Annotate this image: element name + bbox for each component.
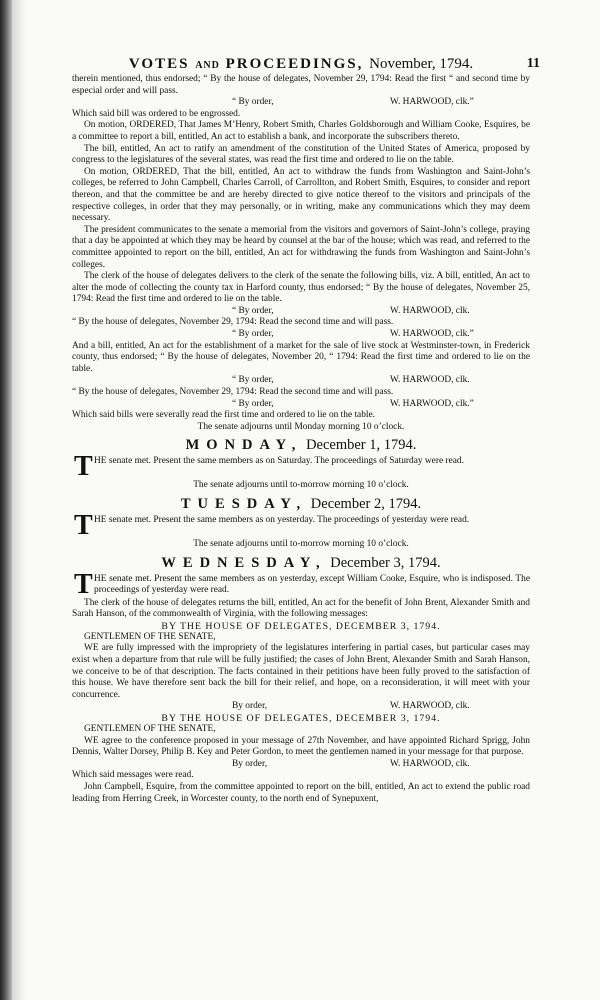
paragraph: WE agree to the conference proposed in your message of 27th November, and have appointed Richard Sprigg, John Dennis, Walter Dorsey, Philip B. Key and Peter Gordon, to meet the gentlemen named in your message for that purpose. — [72, 735, 530, 758]
paragraph: The clerk of the house of delegates returns the bill, entitled, An act for the benefit of John Brent, Alexander Smith and Sarah Hanson, of the commonwealth of Virginia, with the following messages: — [72, 597, 530, 620]
signature-line — [72, 399, 530, 411]
drop-cap: T — [74, 510, 93, 541]
dropcap-paragraph — [72, 510, 530, 541]
page-gutter — [12, 0, 26, 1000]
day-name: MONDAY, — [185, 437, 303, 454]
day-name: TUESDAY, — [180, 496, 308, 512]
by-order: “ By order, — [232, 305, 274, 316]
running-head-month: November, 1794. — [369, 56, 474, 72]
paragraph: WE are fully impressed with the impropriety of the legislatures interfering in partial cases, but particular cases may exist when a departure from that rule will be fully justified; the cases of John Brent, Alexander Smith and Sarah Hanson, we conceive to be of that description. The facts contained in their petitions have been fully proved to the satisfaction of this house. We have therefore sent back the bill for their relief, and hope, on a reconsideration, it will meet with your concurrence. — [72, 643, 530, 700]
adjournment: The senate adjourns until to-morrow morning 10 o’clock. — [193, 539, 409, 549]
by-order: By order, — [232, 758, 268, 769]
drop-cap: T — [74, 451, 93, 483]
adjournment: The senate adjourns until Monday morning 10 o’clock. — [197, 421, 405, 432]
clerk-signature: W. HARWOOD, clk.” — [390, 398, 474, 409]
signature-line — [72, 306, 530, 318]
clerk-signature: W. HARWOOD, clk. — [390, 701, 470, 712]
page-content — [72, 56, 540, 996]
dropcap-paragraph — [72, 451, 530, 483]
day-heading-tuesday — [72, 496, 530, 513]
signature-line — [72, 97, 530, 109]
paragraph: Which said messages were read. — [72, 770, 194, 781]
signature-line — [72, 701, 530, 713]
signature-line — [72, 375, 530, 387]
day-heading-monday — [72, 437, 530, 454]
adjournment: The senate adjourns until to-morrow morning 10 o’clock. — [193, 480, 409, 491]
day-date: December 3, 1794. — [330, 554, 441, 571]
running-head-title-1: VOTES — [128, 56, 190, 72]
paragraph: HE senate met. Present the same members as on yesterday, except William Cooke, Esquire, who is indisposed. The proceedings of yesterday were read. — [94, 573, 530, 596]
message-heading: BY THE HOUSE OF DELEGATES, DECEMBER 3, 1794. — [161, 712, 441, 724]
by-order: “ By order, — [232, 329, 274, 340]
clerk-signature: W. HARWOOD, clk.” — [390, 97, 474, 108]
day-date: December 2, 1794. — [310, 496, 422, 512]
drop-cap: T — [74, 568, 93, 600]
paragraph: The bill, entitled, An act to ratify an amendment of the constitution of the United States of America, proposed by congress to the legislatures of the several states, was read the first time and ordered to lie on the table. — [72, 143, 530, 166]
by-order: “ By order, — [232, 375, 274, 386]
clerk-signature: W. HARWOOD, clk. — [390, 375, 470, 386]
paragraph: “ By the house of delegates, November 29, 1794: Read the second time and will pass. — [72, 317, 394, 328]
clerk-signature: W. HARWOOD, clk. — [390, 305, 470, 316]
message-heading: BY THE HOUSE OF DELEGATES, DECEMBER 3, 1794. — [161, 620, 441, 632]
clerk-signature: W. HARWOOD, clk.” — [390, 329, 474, 340]
running-head — [72, 56, 540, 74]
day-heading-wednesday — [72, 555, 530, 572]
paragraph: “ By the house of delegates, November 29, 1794: Read the second time and will pass. — [72, 387, 394, 398]
paragraph: John Campbell, Esquire, from the committee appointed to report on the bill, entitled, An act to extend the public road leading from Herring Creek, in Worcester county, to the north end of Synepuxent, — [72, 781, 530, 804]
paragraph: HE senate met. Present the same members as on Saturday. The proceedings of Saturday were read. — [94, 456, 464, 467]
salutation: GENTLEMEN OF THE SENATE, — [84, 631, 216, 642]
paragraph: The president communicates to the senate a memorial from the visitors and governors of Saint-John’s college, praying that a day be appointed at which they may be heard by counsel at the bar of the house; which was read, and referred to the committee appointed to report on the bill, entitled, An act for withdrawing the funds from Washington and Saint-John’s colleges. — [72, 224, 530, 270]
page-number: 11 — [526, 56, 540, 71]
paragraph: Which said bill was ordered to be engrossed. — [72, 108, 241, 119]
signature-line — [72, 329, 530, 341]
by-order: “ By order, — [232, 97, 274, 108]
salutation: GENTLEMEN OF THE SENATE, — [84, 723, 216, 734]
by-order: By order, — [232, 701, 268, 712]
paragraph: HE senate met. Present the same members as on yesterday. The proceedings of yesterday were read. — [94, 515, 470, 525]
paragraph: therein mentioned, thus endorsed; “ By the house of delegates, November 29, 1794: Read the first “ and second time by especial order and will pass. — [72, 74, 530, 96]
book-spine-shadow — [0, 0, 12, 1000]
signature-line — [72, 759, 530, 771]
running-head-title-2: PROCEEDINGS, — [225, 56, 364, 72]
paragraph: On motion, ORDERED, That James M’Henry, Robert Smith, Charles Goldsborough and William Cooke, Esquires, be a committee to report a bill, entitled, An act to establish a bank, and incorporate the subscribers thereto. — [72, 120, 530, 142]
paragraph: And a bill, entitled, An act for the establishment of a market for the sale of live stock at Westminster-town, in Frederick county, thus endorsed; “ By the house of delegates, November 20, “ 1794: Read the first time and ordered to lie on the table. — [72, 340, 530, 374]
paragraph: On motion, ORDERED, That the bill, entitled, An act to withdraw the funds from Washington and Saint-John’s colleges, be referred to John Campbell, Charles Carroll, of Carrollton, and Robert Smith, Esquires, to consider and report thereon, and that the committee be and are hereby directed to give notice thereof to the visitors and principals of the respective colleges, in order that they may personally, or in writing, make any communications which they may deem necessary. — [72, 166, 530, 224]
day-date: December 1, 1794. — [306, 437, 417, 454]
clerk-signature: W. HARWOOD, clk. — [390, 758, 470, 769]
day-name: WEDNESDAY, — [161, 554, 327, 571]
paragraph: Which said bills were severally read the first time and ordered to lie on the table. — [72, 410, 376, 421]
paragraph: The clerk of the house of delegates delivers to the clerk of the senate the following bills, viz. A bill, entitled, An act to alter the mode of collecting the county tax in Harford county, thus endorsed; “ By the house of delegates, November 25, 1794: Read the first time and ordered to lie on the table. — [72, 271, 530, 305]
dropcap-paragraph — [72, 568, 530, 600]
by-order: “ By order, — [232, 398, 274, 409]
running-head-and: AND — [195, 60, 220, 71]
